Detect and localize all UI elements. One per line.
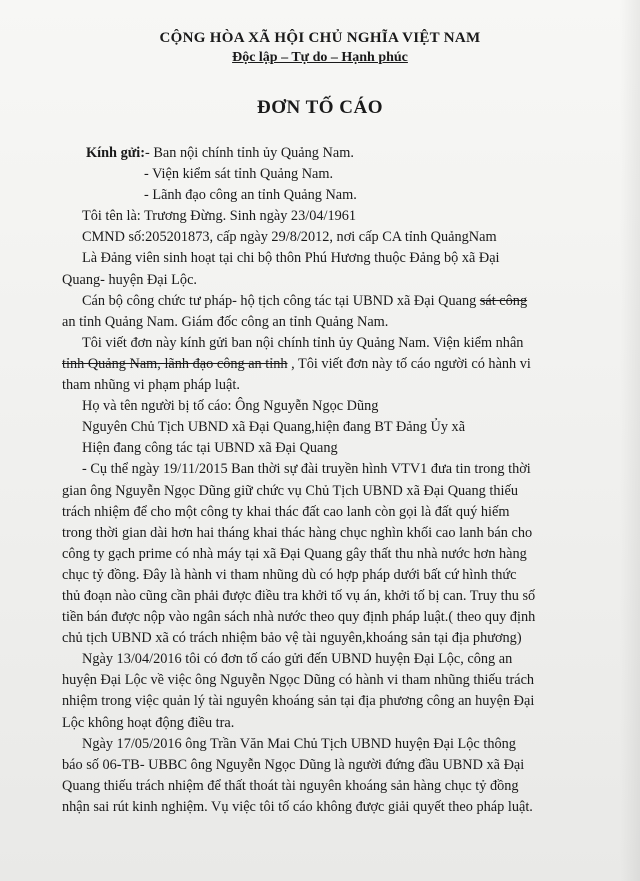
body-line: Tôi tên là: Trương Đừng. Sinh ngày 23/04/1961 <box>82 208 357 225</box>
addressee-item: - Ban nội chính tỉnh ủy Quảng Nam. <box>145 145 354 161</box>
addressee-line-3 <box>62 185 624 206</box>
body-line: gian ông Nguyễn Ngọc Dũng giữ chức vụ Chủ Tịch UBND xã Đại Quang thiếu <box>62 482 518 499</box>
body-line: Nguyên Chủ Tịch UBND xã Đại Quang,hiện đang BT Đảng Ủy xã <box>82 419 466 436</box>
body-line: công ty gạch prime có nhà máy tại xã Đại Quang gây thất thu nhà nước hơn hàng <box>62 545 527 562</box>
struck-text: sát công <box>479 292 528 309</box>
body-line: CMND số:205201873, cấp ngày 29/8/2012, nơi cấp CA tỉnh QuảngNam <box>82 229 497 246</box>
body-line: nhiệm trong việc quản lý tài nguyên khoáng sản tại địa phương công an huyện Đại <box>62 693 535 710</box>
body-line: Tôi viết đơn này kính gửi ban nội chính tỉnh ủy Quảng Nam. Viện kiểm nhân <box>82 334 524 351</box>
addressee-item: - Viện kiểm sát tỉnh Quảng Nam. <box>144 166 334 183</box>
body-line: Họ và tên người bị tố cáo: Ông Nguyễn Ngọc Dũng <box>82 398 379 415</box>
motto: Độc lập – Tự do – Hạnh phúc <box>232 50 408 65</box>
body-line: báo số 06-TB- UBBC ông Nguyễn Ngọc Dũng là người đứng đầu UBND xã Đại <box>62 756 525 773</box>
body-line: Là Đảng viên sinh hoạt tại chi bộ thôn Phú Hương thuộc Đảng bộ xã Đại <box>82 250 500 267</box>
body-line: Ngày 13/04/2016 tôi có đơn tố cáo gửi đến UBND huyện Đại Lộc, công an <box>82 651 513 668</box>
addressee-prefix: Kính gửi: <box>86 145 146 161</box>
body-line: nhận sai rút kinh nghiệm. Vụ việc tôi tố cáo không được giải quyết theo pháp luật. <box>62 798 533 815</box>
body-line: Hiện đang công tác tại UBND xã Đại Quang <box>82 440 338 457</box>
body-line: tiền bán được nộp vào ngân sách nhà nước theo quy định pháp luật.( theo quy định <box>62 609 536 626</box>
body-line: huyện Đại Lộc về việc ông Nguyễn Ngọc Dũng có hành vi tham nhũng thiếu trách <box>62 672 535 689</box>
document-title: ĐƠN TỐ CÁO <box>256 97 384 118</box>
struck-text: tỉnh Quảng Nam, lãnh đạo công an tỉnh <box>62 355 288 372</box>
body-line: trong thời gian dài hơn hai tháng khai thác hàng chục nghìn khối cao lanh bán cho <box>62 524 533 541</box>
body-line <box>62 291 624 312</box>
body-line: Quang- huyện Đại Lộc. <box>62 271 197 288</box>
addressee-line-1 <box>62 143 624 164</box>
letter-body <box>62 143 624 818</box>
addressee-item: - Lãnh đạo công an tỉnh Quảng Nam. <box>144 187 357 204</box>
body-line: Lộc không hoạt động điều tra. <box>62 714 235 731</box>
body-line: - Cụ thể ngày 19/11/2015 Ban thời sự đài truyền hình VTV1 đưa tin trong thời <box>82 461 531 478</box>
body-segment: Cán bộ công chức tư pháp- hộ tịch công tác tại UBND xã Đại Quang <box>82 292 477 309</box>
body-line: thủ đoạn nào cũng cần phải được điều tra khởi tố vụ án, khởi tố bị can. Truy thu số <box>62 587 536 604</box>
national-title: CỘNG HÒA XÃ HỘI CHỦ NGHĨA VIỆT NAM <box>159 30 481 46</box>
body-line: chủ tịch UBND xã có trách nhiệm bảo vệ tài nguyên,khoáng sản tại địa phương) <box>62 630 522 647</box>
addressee-line-2 <box>62 164 624 185</box>
body-line: tham nhũng vi phạm pháp luật. <box>62 377 240 394</box>
body-line <box>62 354 624 375</box>
body-line: Ngày 17/05/2016 ông Trần Văn Mai Chủ Tịch UBND huyện Đại Lộc thông <box>82 735 516 752</box>
body-line: trách nhiệm để cho một công ty khai thác đất cao lanh còn gọi là đất quý hiếm <box>62 503 510 520</box>
body-line: chục tỷ đồng. Đây là hành vi tham nhũng dù có hợp pháp dưới bất cứ hình thức <box>62 566 517 583</box>
body-line: an tỉnh Quảng Nam. Giám đốc công an tỉnh Quảng Nam. <box>62 313 389 330</box>
body-segment: , Tôi viết đơn này tố cáo người có hành vi <box>291 355 531 372</box>
body-line: Quang thiếu trách nhiệm để thất thoát tài nguyên khoáng sản hàng chục tỷ đồng <box>62 777 519 794</box>
